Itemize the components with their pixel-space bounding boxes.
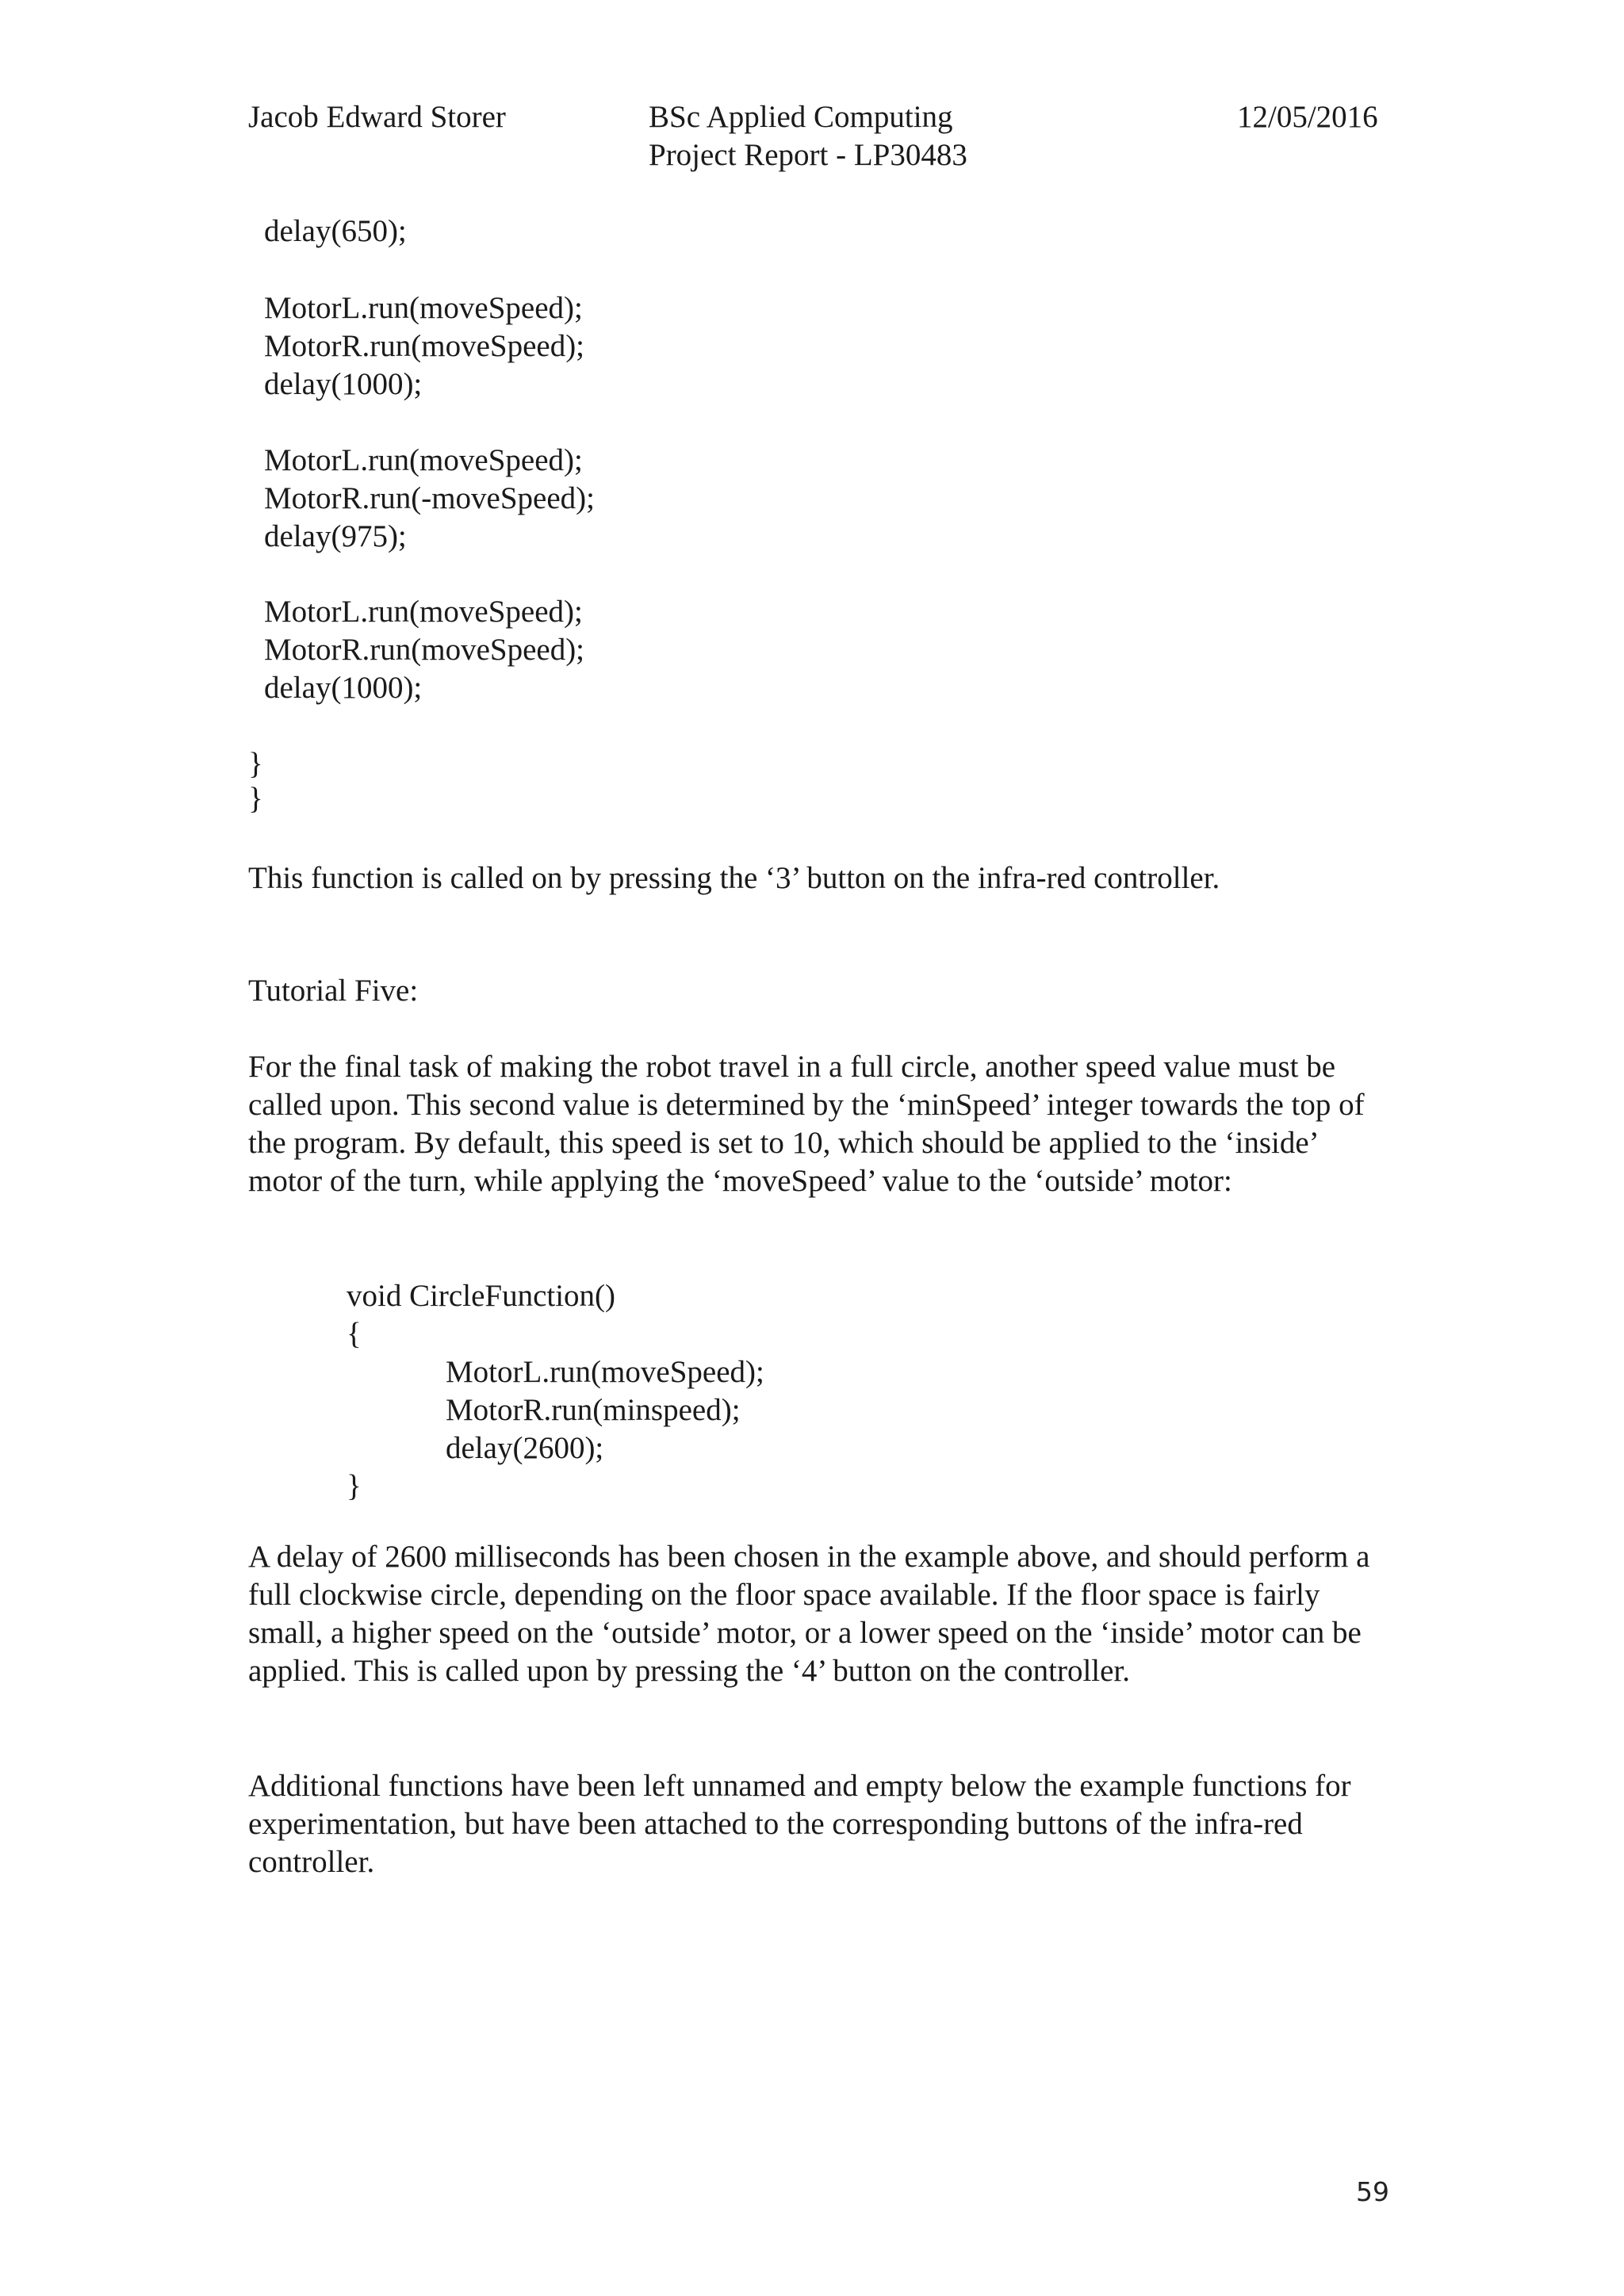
code-line: MotorL.run(moveSpeed); xyxy=(264,443,583,477)
header-course-subtitle: Project Report - LP30483 xyxy=(649,138,967,172)
paragraph-additional: Additional functions have been left unnamed and empty below the example functions for experimentation, but have been attached to the corresponding buttons of the infra-red controller. xyxy=(248,1769,1351,1879)
code-line: MotorR.run(-moveSpeed); xyxy=(264,481,596,515)
header-course-title: BSc Applied Computing xyxy=(649,100,953,134)
code-line: delay(650); xyxy=(264,214,407,248)
paragraph-tutorial-five: For the final task of making the robot travel in a full circle, another speed value must be called upon. This second value is determined by the ‘minSpeed’ integer towards the top of the program. By default, this speed is set to 10, which should be applied to the ‘inside’ motor of the turn, while applying the ‘moveSpeed’ value to the ‘outside’ motor: xyxy=(248,1050,1365,1198)
header-course xyxy=(649,98,967,174)
paragraph-button-three: This function is called on by pressing the ‘3’ button on the infra-red controller. xyxy=(248,861,1220,895)
code-line: delay(1000); xyxy=(264,671,423,705)
code-line: MotorR.run(minspeed); xyxy=(446,1393,741,1427)
page-number: 59 xyxy=(1356,2176,1389,2207)
code-line: delay(975); xyxy=(264,519,407,553)
code-line: MotorL.run(moveSpeed); xyxy=(264,595,583,629)
paragraph-delay: A delay of 2600 milliseconds has been chosen in the example above, and should perform a full clockwise circle, depending on the floor space available. If the floor space is fairly small, a higher speed on the ‘outside’ motor, or a lower speed on the ‘inside’ motor can be applied. This is called upon by pressing the ‘4’ button on the controller. xyxy=(248,1540,1370,1688)
code-line: MotorL.run(moveSpeed); xyxy=(446,1355,764,1389)
header-date: 12/05/2016 xyxy=(1237,100,1378,134)
code-line: MotorL.run(moveSpeed); xyxy=(264,291,583,325)
code-closing-brace: } xyxy=(248,747,263,781)
code-function-signature: void CircleFunction() xyxy=(347,1279,616,1313)
code-close-brace: } xyxy=(347,1469,362,1503)
tutorial-heading: Tutorial Five: xyxy=(248,974,419,1008)
header-author: Jacob Edward Storer xyxy=(248,100,506,134)
code-open-brace: { xyxy=(347,1317,362,1351)
code-line: MotorR.run(moveSpeed); xyxy=(264,633,585,667)
code-line: delay(2600); xyxy=(446,1431,604,1465)
code-line: MotorR.run(moveSpeed); xyxy=(264,329,585,363)
code-line: delay(1000); xyxy=(264,367,423,401)
code-closing-brace: } xyxy=(248,782,263,816)
